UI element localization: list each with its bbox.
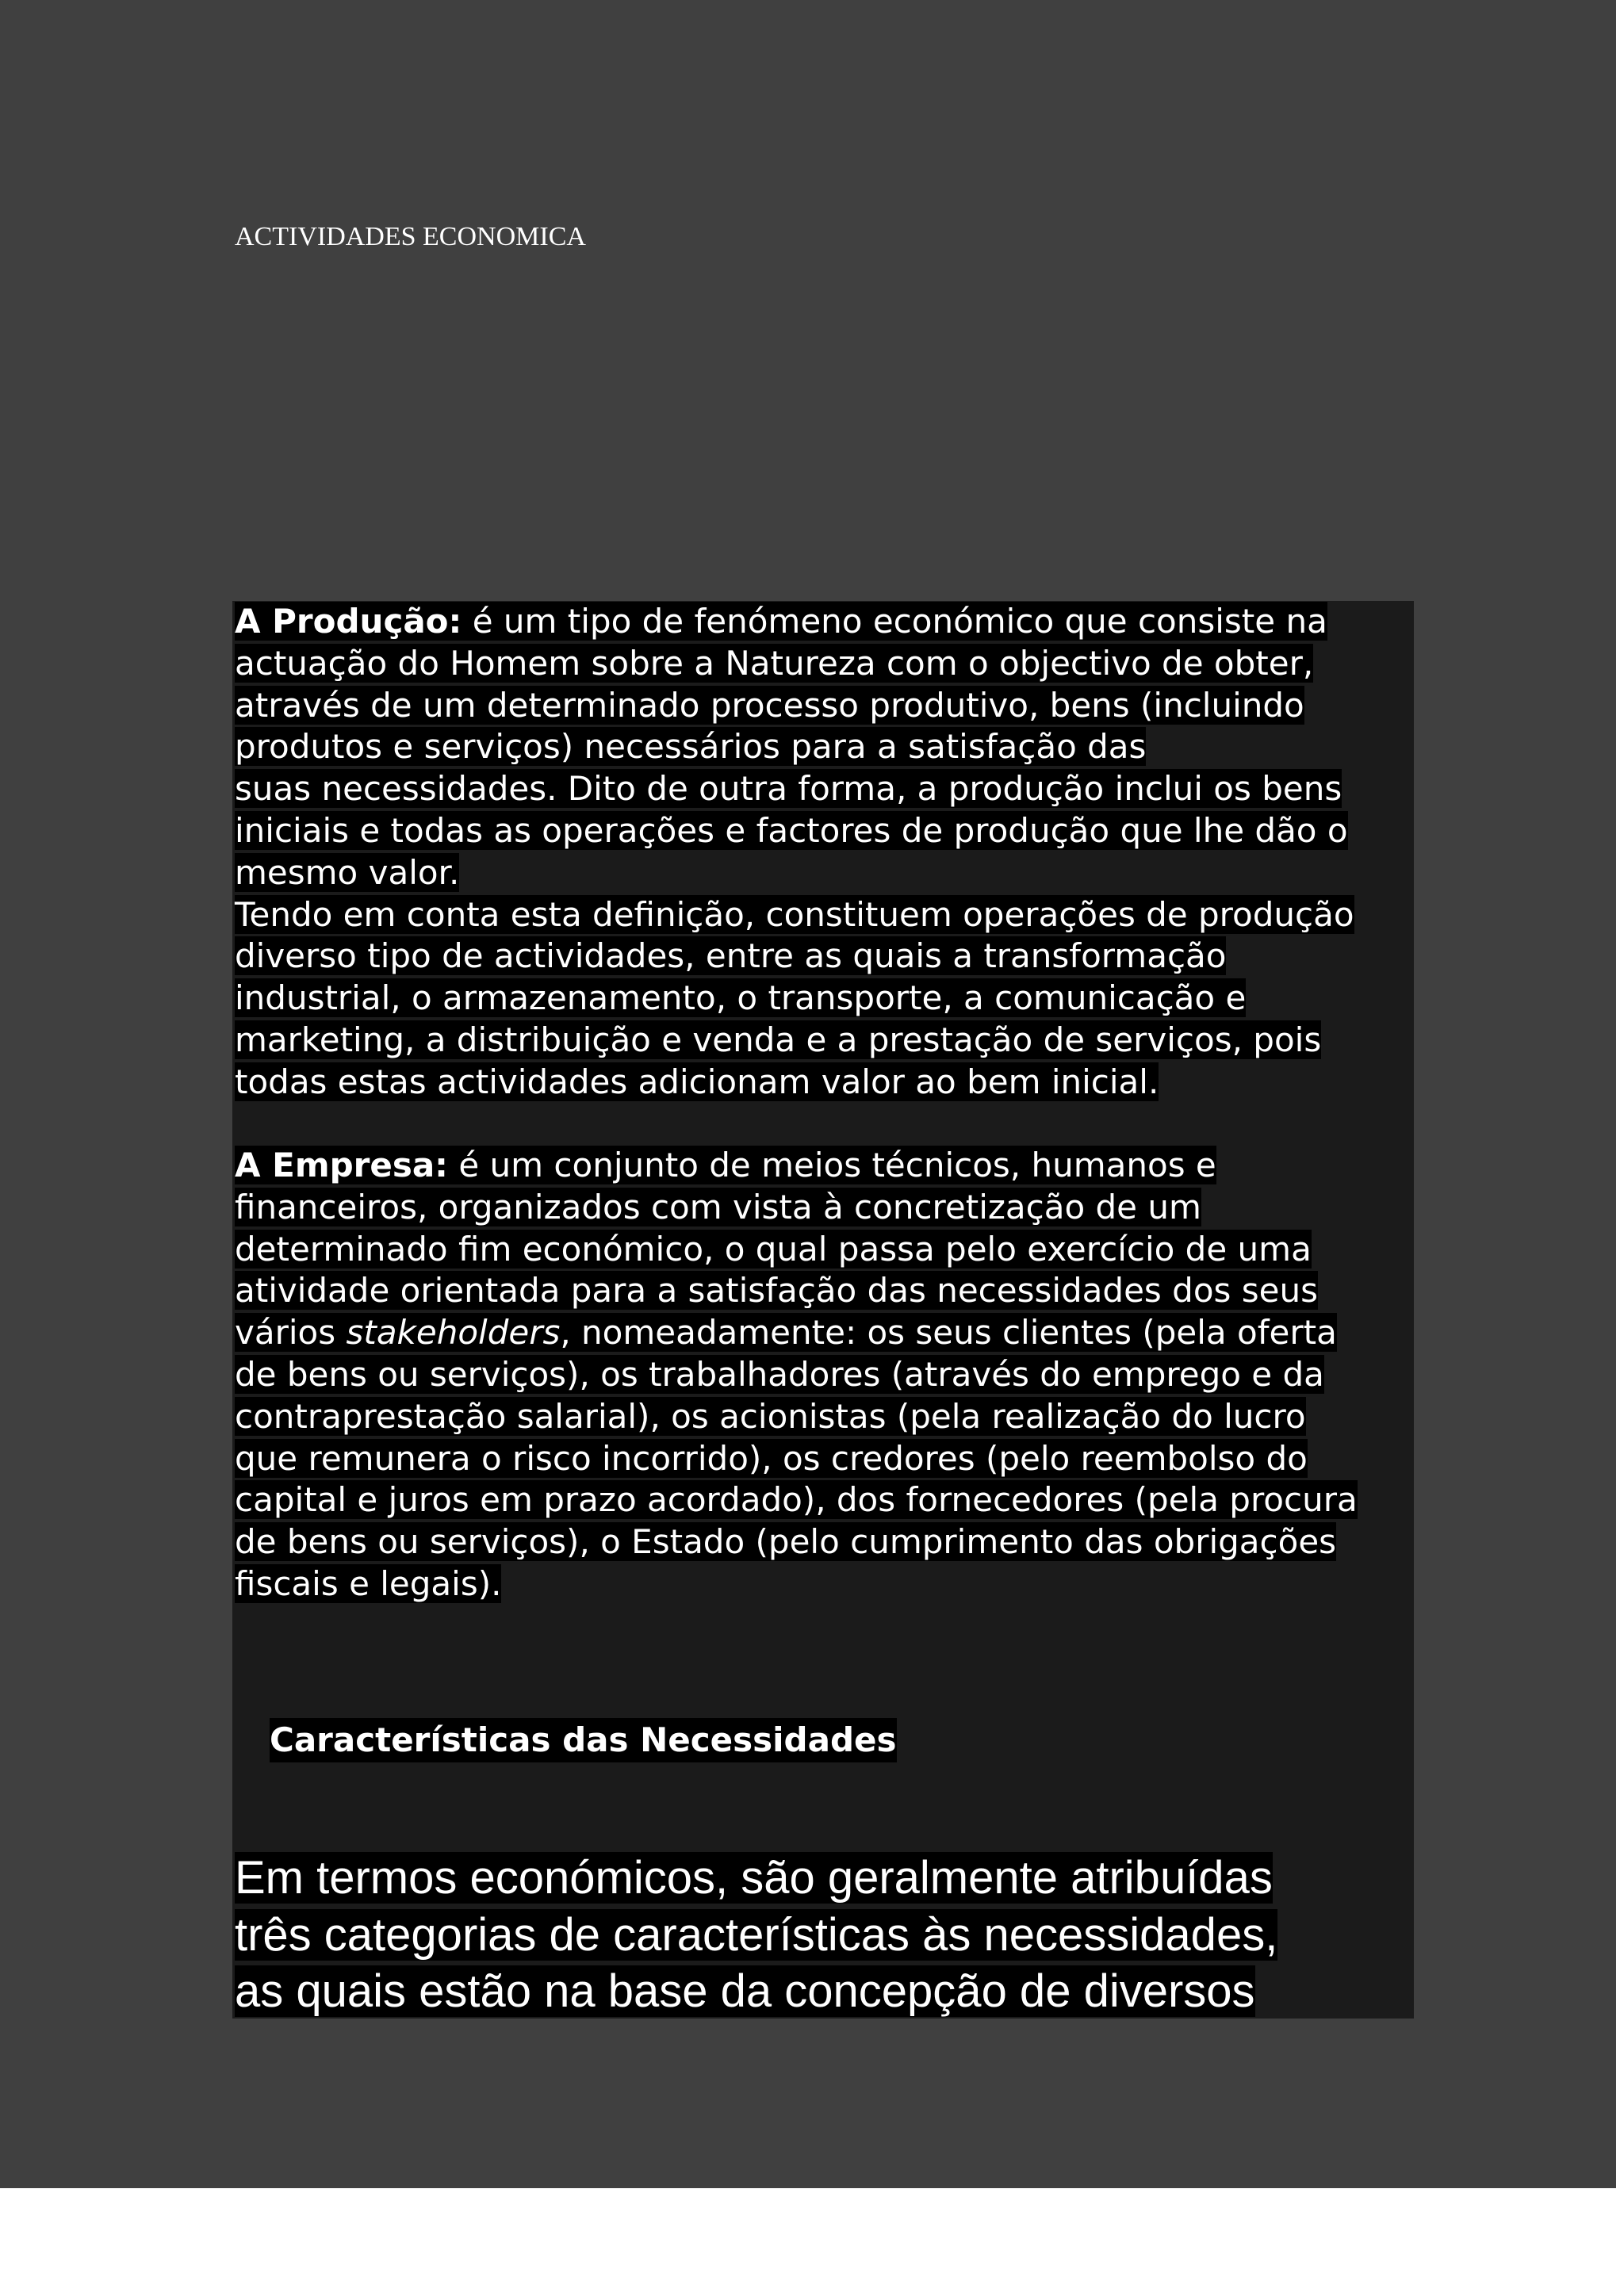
text-line: contraprestação salarial), os acionistas (pela realização do lucro	[235, 1396, 1306, 1436]
text-line: Em termos económicos, são geralmente atribuídas	[235, 1852, 1273, 1904]
section-heading: Características das Necessidades	[270, 1718, 897, 1762]
paragraph-empresa	[235, 1145, 1358, 1605]
text-line: através de um determinado processo produtivo, bens (incluindo	[235, 685, 1304, 725]
text-line: financeiros, organizados com vista à concretização de um	[235, 1187, 1201, 1226]
italic-term: stakeholders	[346, 1313, 561, 1353]
text-line: fiscais e legais).	[235, 1563, 502, 1603]
text-line: suas necessidades. Dito de outra forma, a produção inclui os bens	[235, 769, 1342, 809]
text-line: A Empresa: é um conjunto de meios técnicos, humanos e	[235, 1146, 1216, 1184]
text-line: Tendo em conta esta definição, constituem operações de produção	[235, 894, 1354, 934]
text-line: diverso tipo de actividades, entre as quais a transformação	[235, 936, 1227, 976]
text-line: que remunera o risco incorrido), os credores (pelo reembolso do	[235, 1438, 1308, 1478]
text-line: A Produção: é um tipo de fenómeno económico que consiste na	[235, 602, 1327, 641]
text-line: três categorias de características às necessidades,	[235, 1908, 1278, 1961]
content-block	[232, 601, 1414, 2019]
term-producao: A Produção:	[235, 602, 462, 641]
text-line: capital e juros em prazo acordado), dos fornecedores (pela procura	[235, 1480, 1358, 1520]
text-line: atividade orientada para a satisfação das necessidades dos seus	[235, 1271, 1318, 1311]
text-line: de bens ou serviços), o Estado (pelo cumprimento das obrigações	[235, 1522, 1337, 1562]
text-line: determinado fim económico, o qual passa pelo exercício de uma	[235, 1229, 1312, 1269]
text-line: produtos e serviços) necessários para a satisfação das	[235, 727, 1147, 767]
page-header: ACTIVIDADES ECONOMICA	[235, 222, 586, 251]
text-line: marketing, a distribuição e venda e a prestação de serviços, pois	[235, 1020, 1322, 1059]
text-line: mesmo valor.	[235, 852, 460, 892]
text-line: as quais estão na base da concepção de diversos	[235, 1965, 1255, 2017]
text-line: industrial, o armazenamento, o transporte, a comunicação e	[235, 978, 1247, 1018]
paragraph-producao	[235, 601, 1354, 1104]
text-line: actuação do Homem sobre a Natureza com o objectivo de obter,	[235, 643, 1314, 683]
text-line: de bens ou serviços), os trabalhadores (através do emprego e da	[235, 1354, 1324, 1394]
text-line: vários stakeholders, nomeadamente: os seus clientes (pela oferta	[235, 1313, 1337, 1353]
paragraph-necessidades	[235, 1850, 1277, 2020]
term-empresa: A Empresa:	[235, 1146, 448, 1184]
text-line: iniciais e todas as operações e factores de produção que lhe dão o	[235, 810, 1348, 850]
text-line: todas estas actividades adicionam valor ao bem inicial.	[235, 1062, 1159, 1101]
